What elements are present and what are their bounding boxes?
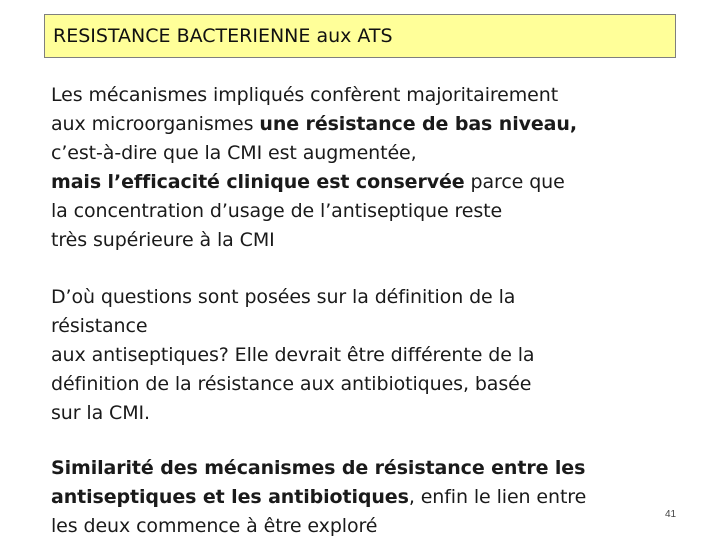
paragraph-line bbox=[51, 483, 586, 512]
slide-title: RESISTANCE BACTERIENNE aux ATS bbox=[53, 25, 393, 47]
text-span: parce que bbox=[464, 171, 565, 193]
text-span: aux microorganismes bbox=[51, 113, 260, 135]
bold-text: une résistance de bas niveau, bbox=[259, 113, 577, 135]
paragraph-line: c’est-à-dire que la CMI est augmentée, bbox=[51, 142, 417, 164]
paragraph-line: aux antiseptiques? Elle devrait être différente de la bbox=[51, 344, 535, 366]
slide-title-box bbox=[44, 14, 676, 58]
paragraph-line: la concentration d’usage de l’antiseptique reste bbox=[51, 200, 503, 222]
page-number: 41 bbox=[665, 509, 677, 520]
paragraph-line: les deux commence à être exploré bbox=[51, 515, 378, 537]
bold-text: mais l’efficacité clinique est conservée bbox=[51, 171, 465, 193]
paragraph-line: sur la CMI. bbox=[51, 402, 150, 424]
paragraph-similarity bbox=[51, 454, 586, 541]
bold-text: antiseptiques et les antibiotiques bbox=[51, 486, 409, 508]
paragraph-mechanisms bbox=[51, 81, 577, 255]
paragraph-line bbox=[51, 168, 577, 197]
paragraph-line bbox=[51, 110, 577, 139]
paragraph-line-bold: Similarité des mécanismes de résistance entre les bbox=[51, 457, 586, 479]
paragraph-line: très supérieure à la CMI bbox=[51, 229, 275, 251]
text-span: , enfin le lien entre bbox=[408, 486, 587, 508]
paragraph-line: résistance bbox=[51, 315, 148, 337]
paragraph-line: Les mécanismes impliqués confèrent majoritairement bbox=[51, 84, 559, 106]
paragraph-definition bbox=[51, 283, 534, 428]
paragraph-line: définition de la résistance aux antibiotiques, basée bbox=[51, 373, 532, 395]
paragraph-line: D’où questions sont posées sur la définition de la bbox=[51, 286, 516, 308]
